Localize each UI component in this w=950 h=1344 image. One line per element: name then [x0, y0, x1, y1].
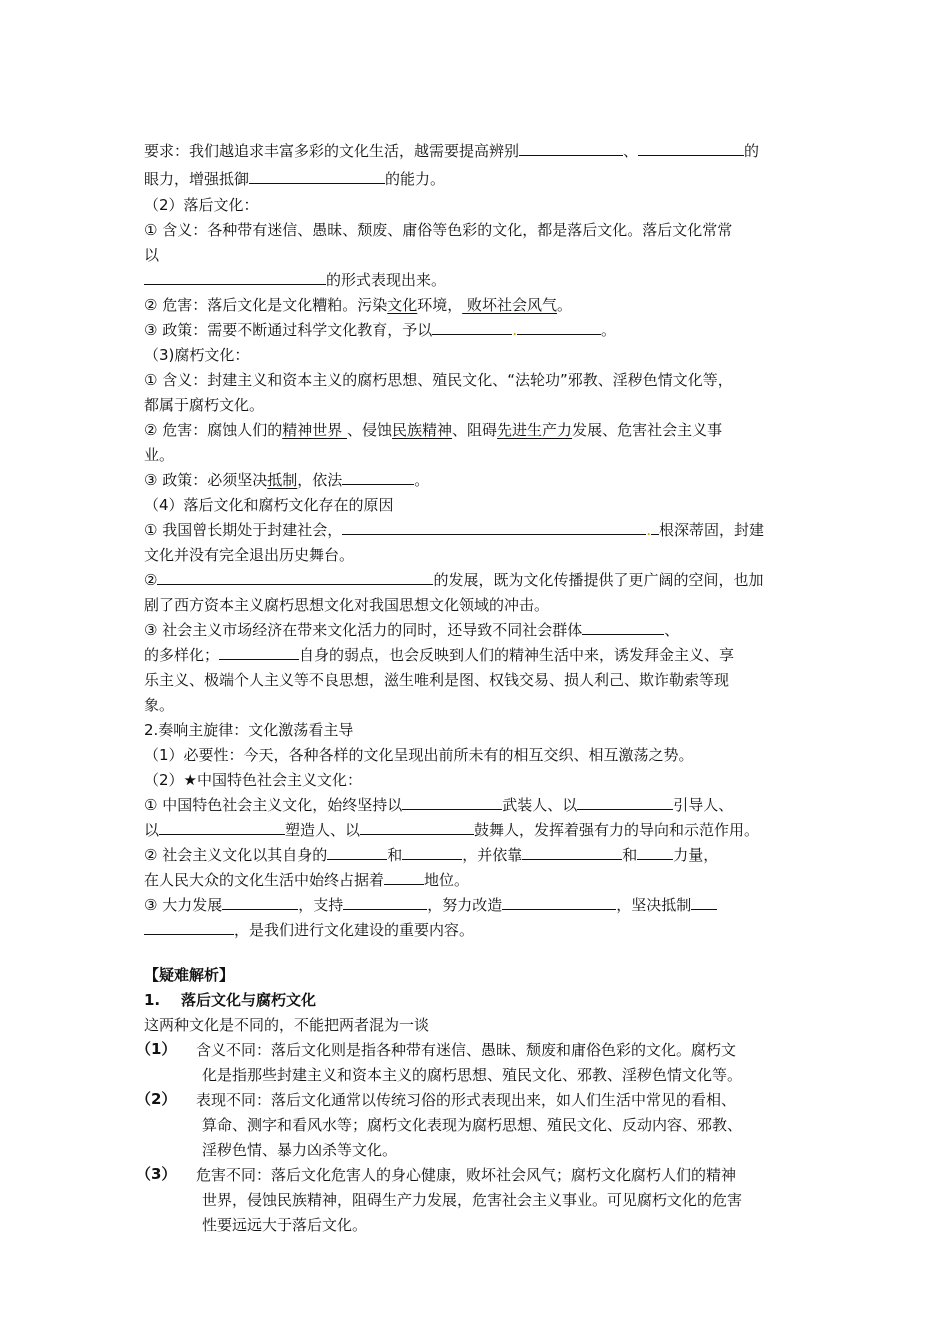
item-number: （2）	[136, 1090, 177, 1108]
text-line: 表现不同：落后文化通常以传统习俗的形式表现出来，如人们生活中常见的看相、	[196, 1091, 737, 1109]
fill-blank[interactable]	[343, 894, 427, 910]
analysis-item	[136, 1038, 810, 1088]
text-line: 化是指那些封建主义和资本主义的腐朽思想、殖民文化、邪教、淫秽色情文化等。	[202, 1066, 743, 1084]
fill-blank[interactable]	[691, 894, 717, 910]
fill-blank[interactable]	[519, 140, 623, 156]
text-line: ② 社会主义文化以其自身的 和 ，并依靠 和 力量，	[144, 846, 719, 864]
text-line: ③ 社会主义市场经济在带来文化活力的同时，还导致不同社会群体 、	[144, 621, 680, 639]
text-line: 以 塑造人、以 鼓舞人，发挥着强有力的导向和示范作用。	[144, 821, 760, 839]
text-line: 业。	[144, 446, 175, 464]
fill-blank[interactable]	[402, 844, 462, 860]
text-line: ② 危害：落后文化是文化糟粕。污染文化环境， 败坏社会风气。	[144, 296, 573, 314]
fill-blank[interactable]	[582, 619, 664, 635]
section-heading: 2.奏响主旋律：文化激荡看主导	[144, 721, 354, 739]
fill-blank[interactable]	[342, 519, 646, 535]
text-line: 的形式表现出来。	[144, 268, 810, 293]
fill-blank[interactable]	[637, 844, 673, 860]
fill-blank[interactable]	[502, 894, 616, 910]
section-heading: （4）落后文化和腐朽文化存在的原因	[144, 496, 394, 514]
text-line: 以	[144, 246, 160, 264]
fill-blank[interactable]	[144, 919, 234, 935]
fill-blank[interactable]	[577, 794, 673, 810]
text-line: ① 我国曾长期处于封建社会， . 根深蒂固，封建	[144, 521, 765, 539]
text-line: 象。	[144, 696, 175, 714]
text-line: ，是我们进行文化建设的重要内容。	[144, 918, 810, 943]
fill-blank[interactable]	[327, 844, 387, 860]
fill-blank[interactable]	[342, 469, 414, 485]
text-line: ③ 大力发展 ，支持 ，努力改造 ，坚决抵制	[144, 893, 810, 918]
analysis-item	[136, 1163, 810, 1238]
text-line: （1）必要性：今天，各种各样的文化呈现出前所未有的相互交织、相互激荡之势。	[144, 746, 694, 764]
item-number: （1）	[136, 1040, 177, 1058]
section-heading: （2）落后文化：	[144, 196, 259, 214]
text-line: 世界，侵蚀民族精神，阻碍生产力发展，危害社会主义事业。可见腐朽文化的危害	[202, 1191, 743, 1209]
text-line: ③ 政策：需要不断通过科学文化教育，予以 . 。	[144, 321, 617, 339]
text-line: ② 危害：腐蚀人们的精神世界 、侵蚀民族精神、阻碍先进生产力发展、危害社会主义事	[144, 421, 723, 439]
fill-blank[interactable]	[651, 519, 659, 535]
item-number: （3）	[136, 1165, 177, 1183]
fill-blank[interactable]	[402, 794, 502, 810]
section-heading: （3)腐朽文化：	[144, 346, 250, 364]
fill-blank[interactable]	[360, 819, 474, 835]
text-line: 淫秽色情、暴力凶杀等文化。	[202, 1141, 398, 1159]
text-line: ① 含义：各种带有迷信、愚昧、颓废、庸俗等色彩的文化，都是落后文化。落后文化常常	[144, 221, 733, 239]
fill-blank[interactable]	[219, 644, 299, 660]
fill-blank[interactable]	[522, 844, 622, 860]
text-line: 文化并没有完全退出历史舞台。	[144, 546, 355, 564]
fill-blank[interactable]	[159, 819, 285, 835]
text-line: ② 的发展，既为文化传播提供了更广阔的空间，也加	[144, 571, 764, 589]
fill-blank[interactable]	[384, 869, 424, 885]
text-line: 要求：我们越追求丰富多彩的文化生活，越需要提高辨别 、 的	[144, 142, 760, 160]
text-line: 含义不同：落后文化则是指各种带有迷信、愚昧、颓废和庸俗色彩的文化。腐朽文	[196, 1041, 737, 1059]
analysis-item	[136, 1088, 810, 1163]
fill-blank[interactable]	[157, 569, 433, 585]
analysis-intro: 这两种文化是不同的，不能把两者混为一谈	[144, 1016, 430, 1034]
text-line: 剧了西方资本主义腐朽思想文化对我国思想文化领域的冲击。	[144, 596, 550, 614]
section-heading: （2）★中国特色社会主义文化：	[144, 771, 362, 789]
text-line: 性要远远大于落后文化。	[202, 1216, 368, 1234]
text-line: ③ 政策：必须坚决抵制，依法 。	[144, 471, 430, 489]
text-line: 危害不同：落后文化危害人的身心健康，败坏社会风气；腐朽文化腐朽人们的精神	[196, 1166, 737, 1184]
fill-blank[interactable]	[638, 140, 744, 156]
text-line: ① 中国特色社会主义文化，始终坚持以 武装人、以 引导人、	[144, 796, 734, 814]
document-body	[136, 137, 810, 1238]
fill-blank[interactable]	[249, 168, 385, 184]
fill-blank[interactable]	[144, 269, 326, 285]
fill-blank[interactable]	[222, 894, 298, 910]
fill-blank[interactable]	[517, 319, 601, 335]
fill-blank[interactable]	[432, 319, 512, 335]
analysis-subheading: 1. 落后文化与腐朽文化	[144, 991, 317, 1009]
text-line: 都属于腐朽文化。	[144, 396, 265, 414]
analysis-heading: 【疑难解析】	[144, 966, 235, 984]
text-line: 算命、测字和看风水等；腐朽文化表现为腐朽思想、殖民文化、反动内容、邪教、	[202, 1116, 743, 1134]
text-line: 在人民大众的文化生活中始终占据着 地位。	[144, 871, 470, 889]
text-line: 眼力，增强抵御 的能力。	[144, 170, 446, 188]
text-line: ① 含义：封建主义和资本主义的腐朽思想、殖民文化、“法轮功”邪教、淫秽色情文化等，	[144, 371, 733, 389]
text-line: 的多样化； 自身的弱点，也会反映到人们的精神生活中来，诱发拜金主义、享	[144, 646, 735, 664]
text-line: 乐主义、极端个人主义等不良思想，滋生唯利是图、权钱交易、损人利己、欺诈勒索等现	[144, 671, 730, 689]
